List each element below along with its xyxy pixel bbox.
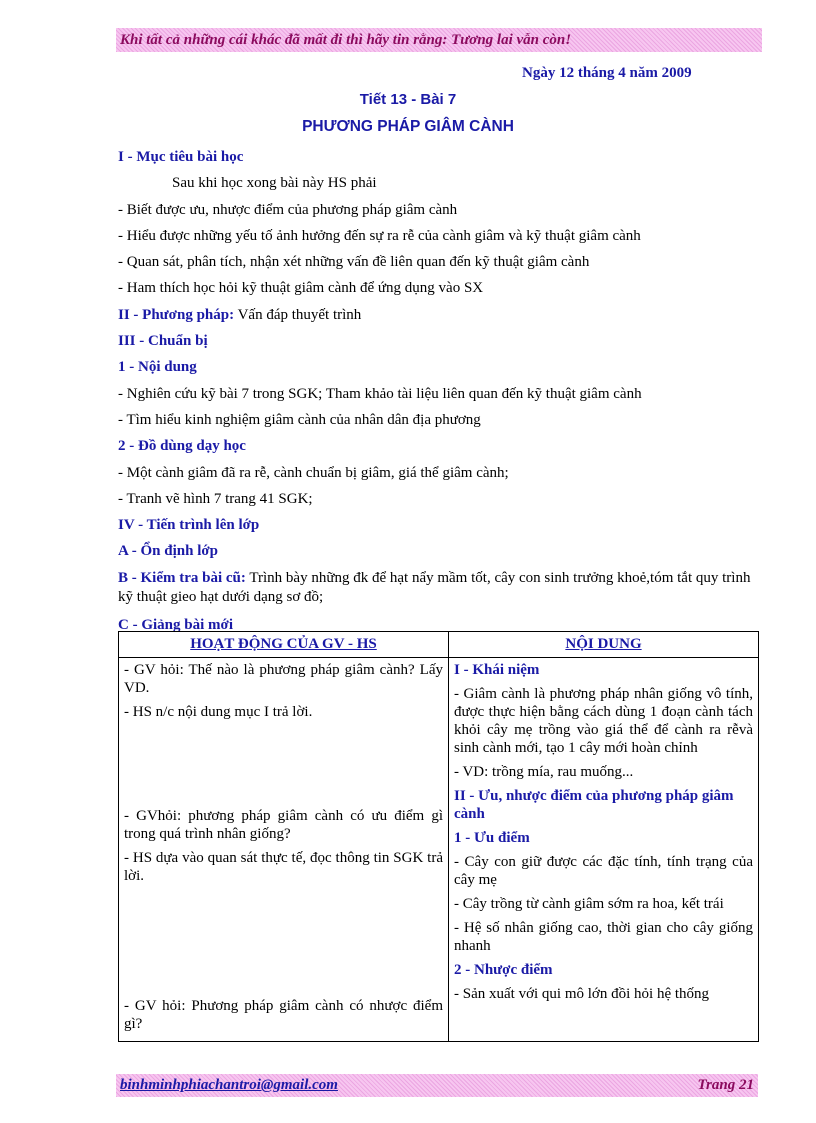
preparation-item: - Nghiên cứu kỹ bài 7 trong SGK; Tham khảo tài liệu liên quan đến kỹ thuật giâm cành <box>118 385 642 402</box>
content-heading: 1 - Ưu điểm <box>454 830 530 846</box>
content-cell <box>449 658 759 1042</box>
section-3-1-heading: 1 - Nội dung <box>118 359 197 376</box>
objective-item: - Biết được ưu, nhược điểm của phương pháp giâm cành <box>118 201 458 218</box>
objective-item: - Quan sát, phân tích, nhận xét những vấn đề liên quan đến kỹ thuật giâm cành <box>118 254 590 271</box>
footer-email-link[interactable]: binhminhphiachantroi@gmail.com <box>120 1077 338 1093</box>
section-4b-heading: B - Kiểm tra bài cũ: <box>118 569 246 586</box>
content-item: - Cây con giữ được các đặc tính, tính trạng của cây mẹ <box>454 854 753 888</box>
section-4-heading: IV - Tiến trình lên lớp <box>118 517 260 534</box>
content-item: - Sản xuất với qui mô lớn đồi hỏi hệ thống <box>454 986 710 1002</box>
section-2-text: Vấn đáp thuyết trình <box>234 306 362 323</box>
col-header-activities: HOẠT ĐỘNG CỦA GV - HS <box>119 632 449 658</box>
content-heading: I - Khái niệm <box>454 662 540 678</box>
col-header-content: NỘI DUNG <box>449 632 759 658</box>
teaching-aid-item: - Một cành giâm đã ra rễ, cành chuẩn bị giâm, giá thể giâm cành; <box>118 464 509 481</box>
objective-item: - Hiểu được những yếu tố ảnh hưởng đến sự ra rễ của cành giâm và kỹ thuật giâm cành <box>118 227 641 244</box>
table-row <box>119 658 759 1042</box>
lesson-label: Tiết 13 - Bài 7 <box>359 91 457 108</box>
content-item: - VD: trồng mía, rau muống... <box>454 764 634 780</box>
section-4b-text: Trình bày những đk để hạt nẩy mầm tốt, cây con sinh trưởng khoẻ,tóm tắt quy trình kỹ thuật gieo hạt dưới dạng sơ đồ; <box>118 569 751 605</box>
document-body <box>118 144 758 635</box>
header-quote-band <box>116 28 762 52</box>
content-item: - Cây trồng từ cành giâm sớm ra hoa, kết trái <box>454 896 724 912</box>
activity-item: - GVhỏi: phương pháp giâm cành có ưu điểm gì trong quá trình nhân giống? <box>124 808 443 842</box>
section-4b <box>118 565 758 615</box>
section-1-intro: Sau khi học xong bài này HS phải <box>172 175 377 192</box>
content-heading: 2 - Nhược điểm <box>454 962 553 978</box>
section-2 <box>118 302 758 328</box>
header-quote: Khi tất cả những cái khác đã mất đi thì hãy tin rằng: Tương lai vẫn còn! <box>120 32 572 48</box>
spacer <box>124 891 443 997</box>
activity-item: - HS n/c nội dung mục I trả lời. <box>124 704 313 720</box>
activity-item: - GV hỏi: Phương pháp giâm cành có nhược điểm gì? <box>124 998 443 1032</box>
objective-item: - Ham thích học hỏi kỹ thuật giâm cành để ứng dụng vào SX <box>118 280 484 297</box>
section-3-2-heading: 2 - Đồ dùng dạy học <box>118 438 246 455</box>
lesson-activity-table <box>118 631 759 1042</box>
content-item: - Hệ số nhân giống cao, thời gian cho cây giống nhanh <box>454 920 753 954</box>
page-title: PHƯƠNG PHÁP GIÂM CÀNH <box>302 118 514 135</box>
section-3-heading: III - Chuẩn bị <box>118 333 208 350</box>
section-1-heading: I - Mục tiêu bài học <box>118 149 244 165</box>
preparation-item: - Tìm hiểu kinh nghiệm giâm cành của nhân dân địa phương <box>118 411 481 428</box>
table-header-row <box>119 632 759 658</box>
spacer <box>124 727 443 807</box>
activities-cell <box>119 658 449 1042</box>
activity-item: - HS dựa vào quan sát thực tế, đọc thông tin SGK trả lời. <box>124 850 443 884</box>
content-heading: II - Ưu, nhược điểm của phương pháp giâm cành <box>454 788 734 822</box>
section-2-heading: II - Phương pháp: <box>118 306 235 323</box>
teaching-aid-item: - Tranh vẽ hình 7 trang 41 SGK; <box>118 490 313 507</box>
footer-band <box>116 1074 758 1097</box>
section-4a-heading: A - Ổn định lớp <box>118 543 219 560</box>
content-item: - Giâm cành là phương pháp nhân giống vô tính, được thực hiện bằng cách dùng 1 đoạn cành tách khỏi cây mẹ trồng vào giá thể để cành ra rễvà sinh cành mới, tạo 1 cây mới hoàn chỉnh <box>454 686 753 756</box>
footer-page-number: Trang 21 <box>697 1077 754 1093</box>
section-4c-heading: C - Giảng bài mới <box>118 616 233 633</box>
lesson-date: Ngày 12 tháng 4 năm 2009 <box>522 65 692 81</box>
activity-item: - GV hỏi: Thế nào là phương pháp giâm cành? Lấy VD. <box>124 662 443 696</box>
